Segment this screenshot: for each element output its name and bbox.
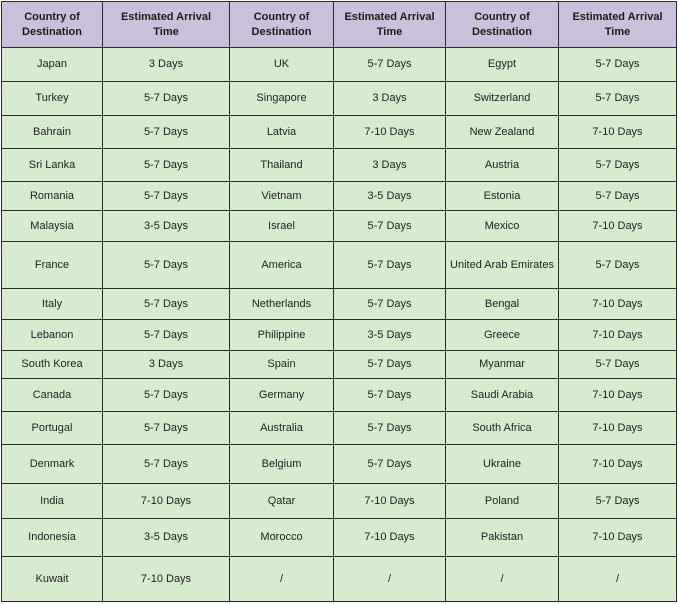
cell-country-2: Belgium [230, 445, 334, 484]
cell-country-1: Portugal [2, 412, 103, 445]
cell-country-3: Egypt [446, 48, 559, 82]
cell-arrival-1: 5-7 Days [103, 116, 230, 149]
cell-arrival-2: 7-10 Days [334, 116, 446, 149]
cell-country-3: Ukraine [446, 445, 559, 484]
cell-arrival-1: 3-5 Days [103, 211, 230, 242]
cell-arrival-2: 5-7 Days [334, 289, 446, 320]
cell-country-3: United Arab Emirates [446, 242, 559, 289]
cell-arrival-2: 5-7 Days [334, 445, 446, 484]
cell-arrival-3: 5-7 Days [559, 182, 677, 211]
cell-country-1: India [2, 484, 103, 519]
cell-country-3: Myanmar [446, 351, 559, 379]
table-body [2, 48, 677, 602]
cell-arrival-2: 3 Days [334, 82, 446, 116]
table-row [2, 182, 677, 211]
table-row [2, 445, 677, 484]
cell-country-1: Canada [2, 379, 103, 412]
cell-country-1: Japan [2, 48, 103, 82]
cell-arrival-2: 5-7 Days [334, 379, 446, 412]
table-row [2, 116, 677, 149]
cell-country-3: Mexico [446, 211, 559, 242]
cell-country-2: Philippine [230, 320, 334, 351]
cell-country-2: Australia [230, 412, 334, 445]
table-row [2, 412, 677, 445]
table-row [2, 484, 677, 519]
cell-country-1: South Korea [2, 351, 103, 379]
cell-arrival-1: 7-10 Days [103, 557, 230, 602]
cell-arrival-1: 5-7 Days [103, 445, 230, 484]
arrival-time-table [1, 1, 677, 602]
cell-arrival-2: 5-7 Days [334, 211, 446, 242]
cell-country-2: Latvia [230, 116, 334, 149]
cell-arrival-2: 3-5 Days [334, 182, 446, 211]
table-row [2, 149, 677, 182]
cell-arrival-1: 5-7 Days [103, 289, 230, 320]
cell-arrival-2: / [334, 557, 446, 602]
table-row [2, 82, 677, 116]
header-country-1: Country of Destination [2, 2, 103, 48]
shipping-table-container [1, 1, 677, 602]
cell-arrival-1: 5-7 Days [103, 412, 230, 445]
cell-country-2: Spain [230, 351, 334, 379]
cell-arrival-1: 5-7 Days [103, 82, 230, 116]
header-arrival-1: Estimated Arrival Time [103, 2, 230, 48]
header-country-2: Country of Destination [230, 2, 334, 48]
table-row [2, 289, 677, 320]
cell-arrival-2: 5-7 Days [334, 48, 446, 82]
cell-country-1: Turkey [2, 82, 103, 116]
cell-arrival-3: 7-10 Days [559, 445, 677, 484]
cell-country-2: Thailand [230, 149, 334, 182]
cell-country-1: Bahrain [2, 116, 103, 149]
table-row [2, 557, 677, 602]
cell-country-2: Germany [230, 379, 334, 412]
table-row [2, 211, 677, 242]
cell-country-3: Poland [446, 484, 559, 519]
cell-country-2: Morocco [230, 519, 334, 557]
cell-arrival-3: 7-10 Days [559, 519, 677, 557]
cell-arrival-2: 3 Days [334, 149, 446, 182]
cell-arrival-3: 7-10 Days [559, 289, 677, 320]
cell-country-3: Switzerland [446, 82, 559, 116]
cell-arrival-3: 7-10 Days [559, 211, 677, 242]
cell-arrival-1: 3 Days [103, 48, 230, 82]
cell-arrival-2: 5-7 Days [334, 351, 446, 379]
cell-country-2: / [230, 557, 334, 602]
cell-country-2: Qatar [230, 484, 334, 519]
cell-country-1: France [2, 242, 103, 289]
cell-arrival-1: 3 Days [103, 351, 230, 379]
cell-country-2: America [230, 242, 334, 289]
table-row [2, 519, 677, 557]
cell-country-2: UK [230, 48, 334, 82]
cell-arrival-2: 7-10 Days [334, 519, 446, 557]
cell-arrival-2: 5-7 Days [334, 412, 446, 445]
cell-country-3: South Africa [446, 412, 559, 445]
cell-arrival-3: 7-10 Days [559, 379, 677, 412]
cell-arrival-3: 5-7 Days [559, 82, 677, 116]
cell-country-3: New Zealand [446, 116, 559, 149]
table-row [2, 242, 677, 289]
cell-arrival-3: 5-7 Days [559, 484, 677, 519]
cell-country-1: Malaysia [2, 211, 103, 242]
cell-arrival-3: 5-7 Days [559, 242, 677, 289]
header-country-3: Country of Destination [446, 2, 559, 48]
cell-arrival-3: / [559, 557, 677, 602]
cell-country-3: Estonia [446, 182, 559, 211]
table-row [2, 379, 677, 412]
cell-arrival-3: 5-7 Days [559, 48, 677, 82]
cell-country-2: Singapore [230, 82, 334, 116]
cell-country-1: Kuwait [2, 557, 103, 602]
header-row [2, 2, 677, 48]
cell-country-2: Netherlands [230, 289, 334, 320]
cell-country-3: Austria [446, 149, 559, 182]
cell-arrival-3: 5-7 Days [559, 149, 677, 182]
cell-arrival-2: 3-5 Days [334, 320, 446, 351]
cell-country-3: Bengal [446, 289, 559, 320]
cell-arrival-3: 7-10 Days [559, 412, 677, 445]
cell-country-2: Vietnam [230, 182, 334, 211]
table-row [2, 351, 677, 379]
header-arrival-2: Estimated Arrival Time [334, 2, 446, 48]
cell-arrival-1: 5-7 Days [103, 182, 230, 211]
cell-country-1: Sri Lanka [2, 149, 103, 182]
cell-country-3: Greece [446, 320, 559, 351]
cell-country-1: Lebanon [2, 320, 103, 351]
cell-country-1: Denmark [2, 445, 103, 484]
header-arrival-3: Estimated Arrival Time [559, 2, 677, 48]
table-row [2, 320, 677, 351]
cell-country-1: Indonesia [2, 519, 103, 557]
cell-arrival-2: 7-10 Days [334, 484, 446, 519]
cell-arrival-1: 7-10 Days [103, 484, 230, 519]
cell-arrival-1: 5-7 Days [103, 149, 230, 182]
cell-arrival-3: 5-7 Days [559, 351, 677, 379]
cell-country-2: Israel [230, 211, 334, 242]
cell-arrival-1: 5-7 Days [103, 242, 230, 289]
cell-country-3: Saudi Arabia [446, 379, 559, 412]
cell-country-1: Romania [2, 182, 103, 211]
cell-arrival-3: 7-10 Days [559, 116, 677, 149]
cell-arrival-1: 5-7 Days [103, 320, 230, 351]
cell-arrival-2: 5-7 Days [334, 242, 446, 289]
cell-arrival-1: 5-7 Days [103, 379, 230, 412]
cell-arrival-1: 3-5 Days [103, 519, 230, 557]
cell-arrival-3: 7-10 Days [559, 320, 677, 351]
table-row [2, 48, 677, 82]
cell-country-3: Pakistan [446, 519, 559, 557]
cell-country-3: / [446, 557, 559, 602]
cell-country-1: Italy [2, 289, 103, 320]
